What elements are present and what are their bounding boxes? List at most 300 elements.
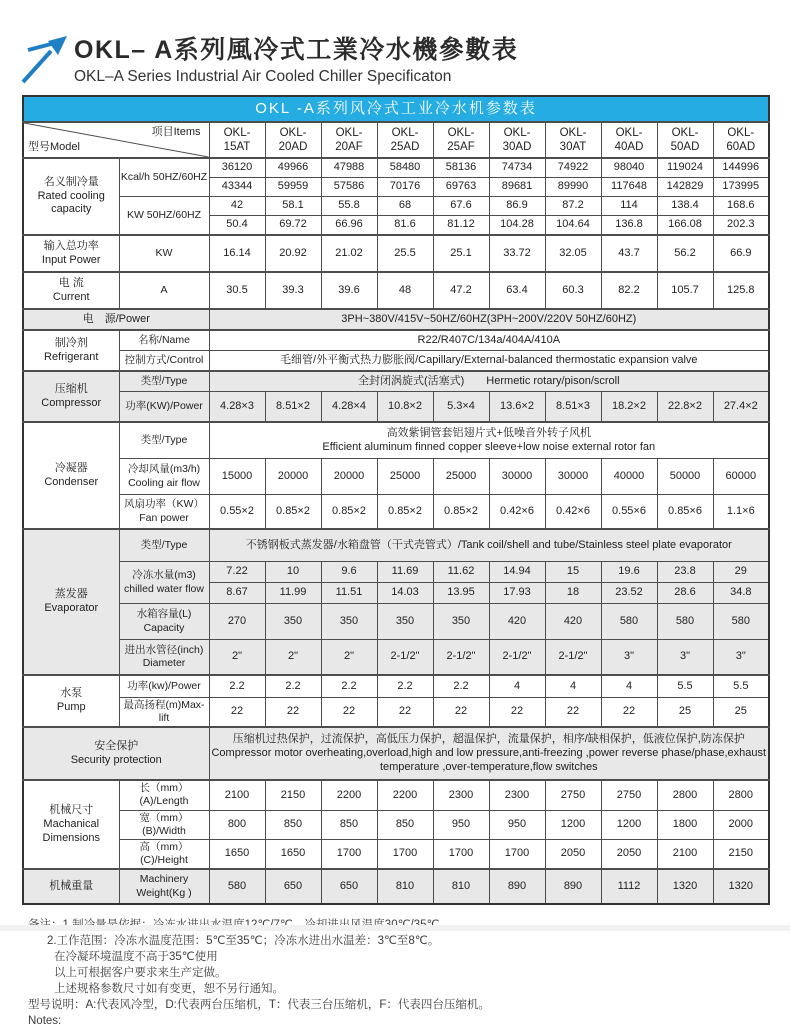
table-row (23, 330, 769, 351)
model-header-row (23, 122, 769, 158)
cell-value: 11.51 (321, 583, 377, 604)
cell-value: 39.3 (265, 272, 321, 309)
cell-value: 15 (545, 562, 601, 583)
compressor-type-value: 全封闭涡旋式(活塞式) Hermetic rotary/pison/scroll (209, 371, 769, 392)
table-row (23, 698, 769, 728)
cell-value: 50000 (657, 459, 713, 495)
cell-value: 60.3 (545, 272, 601, 309)
cell-value: 2" (209, 640, 265, 676)
note-line: Notes: (28, 1015, 62, 1027)
arrow-logo-icon (20, 33, 70, 85)
item-label-compressor-power: 功率(KW)/Power (119, 392, 209, 423)
cell-value: 104.28 (489, 216, 545, 236)
note-line: 上述规格参数尺寸如有变更，恕不另行通知。 (54, 983, 284, 995)
cell-value: 22 (433, 698, 489, 728)
cell-value: 17.93 (489, 583, 545, 604)
cell-value: 0.42×6 (489, 495, 545, 530)
table-row (23, 839, 769, 869)
cell-value: 22.8×2 (657, 392, 713, 423)
item-label-current-unit: A (119, 272, 209, 309)
cell-value: 86.9 (489, 197, 545, 216)
cell-value: 74922 (545, 158, 601, 178)
bottom-strip (0, 925, 790, 931)
section-label-evaporator (23, 529, 119, 675)
cell-value: 144996 (713, 158, 769, 178)
section-label-zh: 输入总功率 (43, 239, 99, 252)
cell-value: 30000 (489, 459, 545, 495)
cell-value: 810 (377, 869, 433, 904)
cell-value: 55.8 (321, 197, 377, 216)
cell-value: 810 (433, 869, 489, 904)
cell-value: 69.72 (265, 216, 321, 236)
cell-value: 13.95 (433, 583, 489, 604)
cell-value: 22 (377, 698, 433, 728)
cell-value: 14.03 (377, 583, 433, 604)
table-row (23, 422, 769, 459)
model-header: OKL-25AF (433, 122, 489, 158)
cell-value: 66.96 (321, 216, 377, 236)
corner-model-label: 型号Model (28, 141, 80, 154)
section-label-en: Input Power (41, 253, 101, 266)
cell-value: 11.62 (433, 562, 489, 583)
cell-value: 2750 (545, 780, 601, 810)
cell-value: 81.12 (433, 216, 489, 236)
cell-value: 950 (433, 810, 489, 839)
cell-value: 19.6 (601, 562, 657, 583)
cell-value: 800 (209, 810, 265, 839)
section-label-zh: 冷凝器 (54, 461, 88, 474)
page-title: OKL– A系列風冷式工業冷水機參數表 (74, 36, 519, 64)
cell-value: 3" (713, 640, 769, 676)
item-label-fan-power: 风扇功率（KW） Fan power (119, 495, 209, 530)
cell-value: 25 (713, 698, 769, 728)
cell-value: 43.7 (601, 235, 657, 272)
cell-value: 25.5 (377, 235, 433, 272)
cell-value: 173995 (713, 178, 769, 197)
cell-value: 81.6 (377, 216, 433, 236)
cell-value: 2800 (657, 780, 713, 810)
cell-value: 30.5 (209, 272, 265, 309)
cell-value: 1112 (601, 869, 657, 904)
cell-value: 10.8×2 (377, 392, 433, 423)
cell-value: 11.99 (265, 583, 321, 604)
condenser-type-value (209, 422, 769, 459)
cell-value: 25000 (377, 459, 433, 495)
cell-value: 29 (713, 562, 769, 583)
cell-value: 2.2 (209, 675, 265, 698)
cell-value: 39.6 (321, 272, 377, 309)
cell-value: 30000 (545, 459, 601, 495)
cell-value: 58136 (433, 158, 489, 178)
section-label-current (23, 272, 119, 309)
section-label-security (23, 727, 209, 780)
table-row (23, 392, 769, 423)
table-row (23, 640, 769, 676)
refrigerant-name-value: R22/R407C/134a/404A/410A (209, 330, 769, 351)
security-value-zh: 压缩机过热保护，过流保护，高低压力保护，超温保护，流量保护，相序/缺相保护，低液位保护,防冻保护 (232, 733, 745, 746)
cell-value: 125.8 (713, 272, 769, 309)
section-label-refrigerant (23, 330, 119, 371)
cell-value: 66.9 (713, 235, 769, 272)
item-label-evaporator-type: 类型/Type (119, 529, 209, 562)
section-label-condenser (23, 422, 119, 529)
cell-value: 22 (265, 698, 321, 728)
cell-value: 350 (433, 604, 489, 640)
section-label-pump (23, 675, 119, 727)
item-label-input-power-unit: KW (119, 235, 209, 272)
cell-value: 580 (713, 604, 769, 640)
power-supply-label: 电 源/Power (23, 309, 209, 330)
item-label-compressor-type: 类型/Type (119, 371, 209, 392)
cell-value: 350 (321, 604, 377, 640)
cell-value: 40000 (601, 459, 657, 495)
cell-value: 42 (209, 197, 265, 216)
section-label-en: Current (52, 290, 90, 303)
evaporator-type-value: 不锈钢板式蒸发器/水箱盘管（干式壳管式）/Tank coil/shell and tube/Stainless steel plate evaporator (209, 529, 769, 562)
cell-value: 1650 (209, 839, 265, 869)
condenser-type-en: Efficient aluminum finned copper sleeve+low noise external rotor fan (322, 440, 656, 453)
model-header: OKL-40AD (601, 122, 657, 158)
cell-value: 22 (489, 698, 545, 728)
cell-value: 2150 (713, 839, 769, 869)
cell-value: 82.2 (601, 272, 657, 309)
item-label-max-lift: 最高扬程(m)Max-lift (119, 698, 209, 728)
cell-value: 350 (265, 604, 321, 640)
cell-value: 2300 (433, 780, 489, 810)
cell-value: 1.1×6 (713, 495, 769, 530)
cell-value: 47988 (321, 158, 377, 178)
table-row (23, 869, 769, 904)
table-row (23, 235, 769, 272)
cell-value: 4 (489, 675, 545, 698)
cell-value: 0.85×2 (321, 495, 377, 530)
section-label-en: Condenser (44, 475, 99, 488)
cell-value: 580 (657, 604, 713, 640)
model-header: OKL-60AD (713, 122, 769, 158)
cell-value: 119024 (657, 158, 713, 178)
cell-value: 2.2 (433, 675, 489, 698)
cell-value: 36120 (209, 158, 265, 178)
cell-value: 25 (657, 698, 713, 728)
cell-value: 5.5 (713, 675, 769, 698)
cell-value: 5.5 (657, 675, 713, 698)
cell-value: 1200 (545, 810, 601, 839)
model-header: OKL-20AD (265, 122, 321, 158)
item-label-chilled-water: 冷冻水量(m3) chilled water flow (119, 562, 209, 604)
power-supply-value: 3PH~380V/415V~50HZ/60HZ(3PH~200V/220V 50HZ/60HZ) (209, 309, 769, 330)
cell-value: 1700 (377, 839, 433, 869)
cell-value: 104.64 (545, 216, 601, 236)
model-header: OKL-20AF (321, 122, 377, 158)
table-title: OKL -A系列风冷式工业冷水机参数表 (23, 96, 769, 122)
cell-value: 20000 (321, 459, 377, 495)
item-label-condenser-type: 类型/Type (119, 422, 209, 459)
item-label-width: 宽（mm）(B)/Width (119, 810, 209, 839)
cell-value: 138.4 (657, 197, 713, 216)
cell-value: 0.55×2 (209, 495, 265, 530)
table-row (23, 727, 769, 780)
cell-value: 168.6 (713, 197, 769, 216)
cell-value: 25000 (433, 459, 489, 495)
table-row (23, 272, 769, 309)
item-label-refrigerant-control: 控制方式/Control (119, 351, 209, 372)
cell-value: 58480 (377, 158, 433, 178)
cell-value: 2050 (601, 839, 657, 869)
cell-value: 23.8 (657, 562, 713, 583)
table-row (23, 309, 769, 330)
cell-value: 43344 (209, 178, 265, 197)
cell-value: 0.42×6 (545, 495, 601, 530)
table-row (23, 495, 769, 530)
item-label-tank-capacity: 水箱容量(L) Capacity (119, 604, 209, 640)
cell-value: 2.2 (377, 675, 433, 698)
cell-value: 22 (209, 698, 265, 728)
section-label-input-power (23, 235, 119, 272)
cell-value: 1700 (433, 839, 489, 869)
cell-value: 650 (321, 869, 377, 904)
cell-value: 2.2 (265, 675, 321, 698)
cell-value: 20.92 (265, 235, 321, 272)
cell-value: 47.2 (433, 272, 489, 309)
cell-value: 350 (377, 604, 433, 640)
section-label-en: Security protection (70, 753, 162, 766)
note-line: 2.工作范围：冷冻水温度范围：5℃至35℃；冷冻水进出水温差：3℃至8℃。 (47, 935, 440, 947)
cell-value: 0.85×2 (433, 495, 489, 530)
cell-value: 5.3×4 (433, 392, 489, 423)
table-row (23, 562, 769, 583)
cell-value: 25.1 (433, 235, 489, 272)
cell-value: 2100 (209, 780, 265, 810)
model-header: OKL-50AD (657, 122, 713, 158)
cell-value: 2-1/2" (377, 640, 433, 676)
cell-value: 850 (321, 810, 377, 839)
section-label-en: Pump (56, 701, 86, 714)
section-label-en: Refrigerant (44, 350, 99, 363)
cell-value: 18 (545, 583, 601, 604)
cell-value: 34.8 (713, 583, 769, 604)
section-label-zh: 水泵 (60, 687, 83, 700)
cell-value: 166.08 (657, 216, 713, 236)
cell-value: 2200 (377, 780, 433, 810)
cell-value: 48 (377, 272, 433, 309)
item-label-kw: KW 50HZ/60HZ (119, 197, 209, 236)
cell-value: 13.6×2 (489, 392, 545, 423)
cell-value: 33.72 (489, 235, 545, 272)
cell-value: 2" (321, 640, 377, 676)
cell-value: 1650 (265, 839, 321, 869)
cell-value: 14.94 (489, 562, 545, 583)
cell-value: 270 (209, 604, 265, 640)
section-label-en: Machanical Dimensions (42, 817, 100, 844)
section-label-zh: 机械尺寸 (49, 804, 94, 816)
cell-value: 1320 (657, 869, 713, 904)
section-label-zh: 电 流 (58, 276, 84, 289)
cell-value: 9.6 (321, 562, 377, 583)
cell-value: 0.85×2 (377, 495, 433, 530)
cell-value: 136.8 (601, 216, 657, 236)
table-row (23, 529, 769, 562)
cell-value: 0.55×6 (601, 495, 657, 530)
table-row (23, 371, 769, 392)
cell-value: 22 (321, 698, 377, 728)
table-title-row (23, 96, 769, 122)
cell-value: 22 (545, 698, 601, 728)
section-label-weight: 机械重量 (23, 869, 119, 904)
item-label-weight: Machinery Weight(Kg ) (119, 869, 209, 904)
model-header: OKL-25AD (377, 122, 433, 158)
cell-value: 3" (601, 640, 657, 676)
cell-value: 105.7 (657, 272, 713, 309)
cell-value: 22 (601, 698, 657, 728)
cell-value: 7.22 (209, 562, 265, 583)
model-header: OKL-30AD (489, 122, 545, 158)
cell-value: 21.02 (321, 235, 377, 272)
cell-value: 58.1 (265, 197, 321, 216)
section-label-zh: 制冷剂 (54, 336, 88, 349)
cell-value: 2100 (657, 839, 713, 869)
section-label-zh: 安全保护 (94, 740, 139, 752)
section-label-rated (23, 158, 119, 235)
refrigerant-control-value: 毛细管/外平衡式热力膨胀阀/Capillary/External-balanced thermostatic expansion valve (209, 351, 769, 372)
section-label-en: Evaporator (44, 602, 99, 614)
table-row (23, 459, 769, 495)
cell-value: 3" (657, 640, 713, 676)
cell-value: 2750 (601, 780, 657, 810)
cell-value: 10 (265, 562, 321, 583)
cell-value: 1700 (321, 839, 377, 869)
cell-value: 580 (601, 604, 657, 640)
cell-value: 87.2 (545, 197, 601, 216)
cell-value: 18.2×2 (601, 392, 657, 423)
cell-value: 28.6 (657, 583, 713, 604)
note-line: 以上可根据客户要求来生产定做。 (54, 967, 227, 979)
cell-value: 67.6 (433, 197, 489, 216)
cell-value: 20000 (265, 459, 321, 495)
cell-value: 850 (377, 810, 433, 839)
item-label-height: 高（mm）(C)/Height (119, 839, 209, 869)
cell-value: 2-1/2" (433, 640, 489, 676)
cell-value: 69763 (433, 178, 489, 197)
model-header: OKL-15AT (209, 122, 265, 158)
cell-value: 114 (601, 197, 657, 216)
section-label-zh: 压缩机 (54, 382, 88, 395)
page-header (0, 0, 790, 87)
cell-value: 56.2 (657, 235, 713, 272)
cell-value: 4 (601, 675, 657, 698)
cell-value: 63.4 (489, 272, 545, 309)
cell-value: 59959 (265, 178, 321, 197)
cell-value: 420 (489, 604, 545, 640)
cell-value: 15000 (209, 459, 265, 495)
table-row (23, 810, 769, 839)
cell-value: 2300 (489, 780, 545, 810)
table-row (23, 197, 769, 216)
cell-value: 50.4 (209, 216, 265, 236)
cell-value: 2" (265, 640, 321, 676)
section-label-compressor (23, 371, 119, 422)
cell-value: 68 (377, 197, 433, 216)
cell-value: 8.51×2 (265, 392, 321, 423)
cell-value: 16.14 (209, 235, 265, 272)
cell-value: 2000 (713, 810, 769, 839)
item-label-pump-power: 功率(kw)/Power (119, 675, 209, 698)
cell-value: 57586 (321, 178, 377, 197)
cell-value: 4.28×3 (209, 392, 265, 423)
cell-value: 89990 (545, 178, 601, 197)
cell-value: 1200 (601, 810, 657, 839)
cell-value: 2800 (713, 780, 769, 810)
cell-value: 60000 (713, 459, 769, 495)
note-line: 型号说明：A:代表风冷型，D:代表两台压缩机，T：代表三台压缩机，F：代表四台压缩机。 (28, 999, 490, 1011)
cell-value: 2150 (265, 780, 321, 810)
note-line: 在冷凝环境温度不高于35℃使用 (54, 951, 218, 963)
cell-value: 4.28×4 (321, 392, 377, 423)
page-subtitle: OKL–A Series Industrial Air Cooled Chiller Specificaton (74, 68, 452, 85)
security-value-en: Compressor motor overheating,overload,high and low pressure,anti-freezing ,power reverse phase/phase,exhaust temperature ,over-temperature,flow switches (211, 746, 767, 773)
section-label-en: Compressor (41, 396, 102, 409)
cell-value: 4 (545, 675, 601, 698)
cell-value: 27.4×2 (713, 392, 769, 423)
cell-value: 8.51×3 (545, 392, 601, 423)
item-label-refrigerant-name: 名称/Name (119, 330, 209, 351)
cell-value: 0.85×6 (657, 495, 713, 530)
table-row (23, 351, 769, 372)
section-label-en: Rated cooling capacity (37, 189, 105, 216)
item-label-length: 长（mm）(A)/Length (119, 780, 209, 810)
cell-value: 850 (265, 810, 321, 839)
cell-value: 98040 (601, 158, 657, 178)
table-row (23, 675, 769, 698)
condenser-type-zh: 高效紫铜管套铝翅片式+低噪音外转子风机 (386, 426, 591, 439)
section-label-zh: 名义制冷量 (43, 175, 99, 188)
section-label-zh: 蒸发器 (54, 588, 88, 601)
cell-value: 70176 (377, 178, 433, 197)
cell-value: 2200 (321, 780, 377, 810)
table-row (23, 780, 769, 810)
cell-value: 2-1/2" (489, 640, 545, 676)
corner-items-label: 项目Items (151, 126, 201, 138)
cell-value: 2-1/2" (545, 640, 601, 676)
cell-value: 1800 (657, 810, 713, 839)
cell-value: 650 (265, 869, 321, 904)
notes-block (28, 917, 790, 1029)
cell-value: 142829 (657, 178, 713, 197)
table-row (23, 158, 769, 178)
cell-value: 11.69 (377, 562, 433, 583)
item-label-kcal: Kcal/h 50HZ/60HZ (119, 158, 209, 197)
cell-value: 580 (209, 869, 265, 904)
cell-value: 202.3 (713, 216, 769, 236)
cell-value: 420 (545, 604, 601, 640)
cell-value: 49966 (265, 158, 321, 178)
cell-value: 2050 (545, 839, 601, 869)
cell-value: 89681 (489, 178, 545, 197)
cell-value: 890 (545, 869, 601, 904)
cell-value: 890 (489, 869, 545, 904)
cell-value: 0.85×2 (265, 495, 321, 530)
table-row (23, 604, 769, 640)
cell-value: 950 (489, 810, 545, 839)
model-header: OKL-30AT (545, 122, 601, 158)
security-value (209, 727, 769, 780)
item-label-pipe-diameter: 进出水管径(inch) Diameter (119, 640, 209, 676)
item-label-airflow: 冷却风量(m3/h) Cooling air flow (119, 459, 209, 495)
section-label-dimensions (23, 780, 119, 869)
cell-value: 74734 (489, 158, 545, 178)
cell-value: 8.67 (209, 583, 265, 604)
cell-value: 2.2 (321, 675, 377, 698)
cell-value: 1700 (489, 839, 545, 869)
